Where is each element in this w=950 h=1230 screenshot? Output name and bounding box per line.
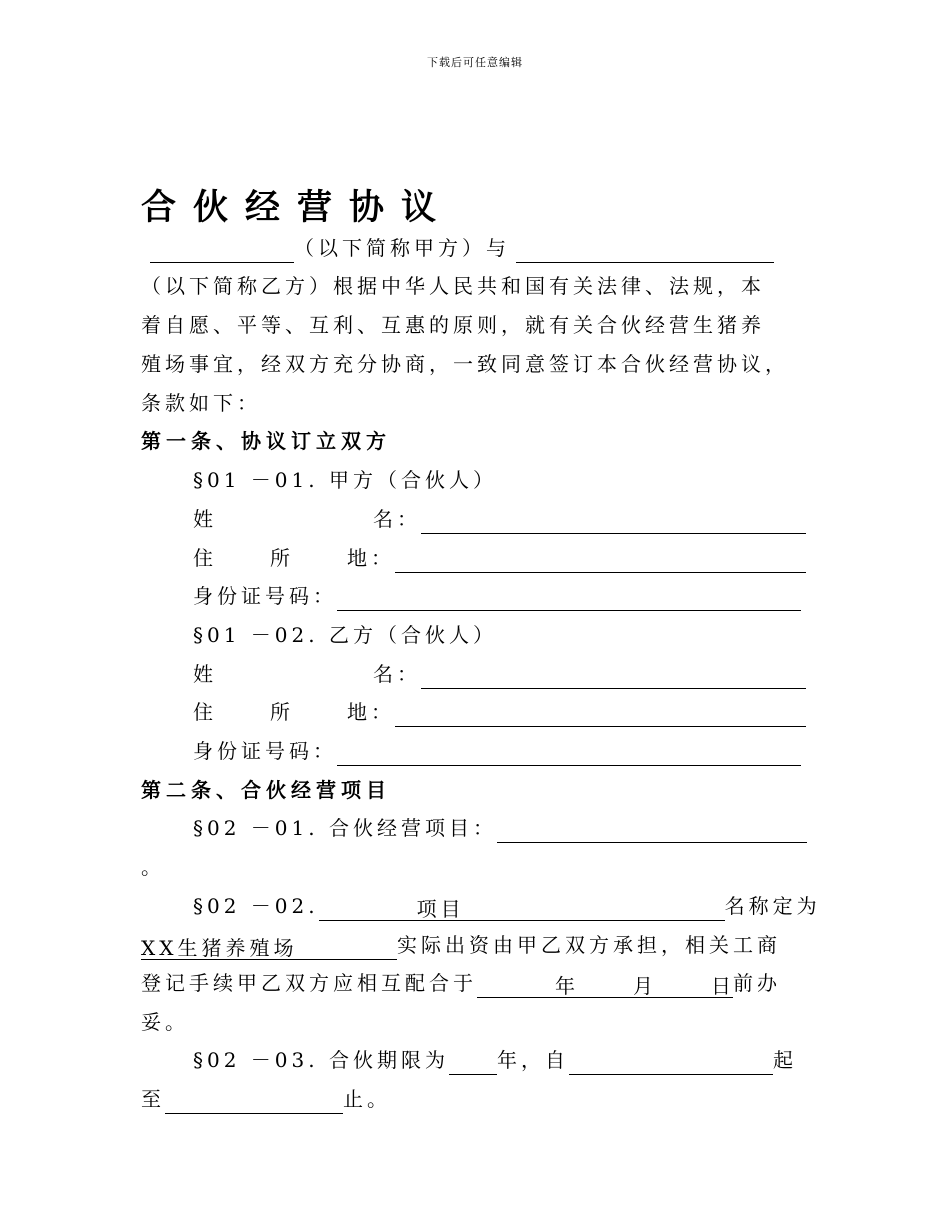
farm-name-text: XX生猪养殖场 bbox=[141, 936, 298, 960]
document-title: 合伙经营协议 bbox=[141, 188, 454, 228]
clause-01-01: §01 －01. 甲方（合伙人） bbox=[193, 468, 497, 492]
clause-02-03-label: §02 －03. 合伙期限为 bbox=[193, 1048, 449, 1072]
party-a-id-row bbox=[193, 581, 801, 611]
addr-label-char-1: 住 bbox=[193, 700, 217, 724]
party-a-name-field[interactable] bbox=[421, 509, 806, 534]
clause-02-03-line-2 bbox=[141, 1084, 391, 1114]
id-label: 身份证号码： bbox=[193, 584, 337, 608]
clause-02-02-line-3 bbox=[141, 968, 781, 998]
project-item-text: 项目 bbox=[416, 897, 465, 921]
party-b-name-row bbox=[193, 659, 806, 689]
intro-line-5: 条款如下： bbox=[141, 391, 261, 415]
farm-name-field[interactable] bbox=[141, 933, 397, 960]
intro-line-1 bbox=[150, 233, 774, 263]
project-name-field[interactable] bbox=[319, 894, 725, 921]
name-label-char-1: 姓 bbox=[193, 662, 217, 686]
clause-02-01-end: 。 bbox=[141, 855, 165, 879]
clause-02-02-label: §02 －02. bbox=[193, 894, 319, 918]
date-day-label: 日 bbox=[711, 974, 735, 998]
party-b-id-row bbox=[193, 736, 801, 766]
term-from-label: 起 bbox=[772, 1048, 797, 1072]
addr-label-char-2: 所 bbox=[270, 546, 294, 570]
intro-line-3: 着自愿、平等、互利、互惠的原则，就有关合伙经营生猪养 bbox=[141, 313, 765, 337]
clause-02-01 bbox=[193, 813, 807, 843]
name-label-char-1: 姓 bbox=[193, 507, 217, 531]
party-a-suffix: （以下简称甲方）与 bbox=[294, 236, 510, 260]
term-years-field[interactable] bbox=[449, 1050, 497, 1075]
term-to-label: 至 bbox=[141, 1087, 165, 1111]
party-a-address-field[interactable] bbox=[395, 548, 806, 573]
party-b-blank[interactable] bbox=[516, 238, 774, 263]
before-handle-text: 前办 bbox=[733, 971, 781, 995]
term-start-field[interactable] bbox=[569, 1050, 773, 1075]
date-month-label: 月 bbox=[633, 974, 657, 998]
clause-02-02-line-4: 妥。 bbox=[141, 1010, 189, 1034]
clause-01-02: §01 －02. 乙方（合伙人） bbox=[193, 623, 497, 647]
party-b-address-field[interactable] bbox=[395, 702, 806, 727]
article-2-heading: 第二条、合伙经营项目 bbox=[141, 778, 391, 802]
term-end-field[interactable] bbox=[165, 1089, 343, 1114]
party-a-name-row bbox=[193, 504, 806, 534]
addr-label-char-3: 地： bbox=[347, 700, 395, 724]
clause-02-02-line-2 bbox=[141, 930, 781, 960]
name-label-char-2: 名： bbox=[373, 662, 421, 686]
clause-02-03 bbox=[193, 1045, 797, 1075]
addr-label-char-1: 住 bbox=[193, 546, 217, 570]
clause-02-01-label: §02 －01. 合伙经营项目： bbox=[193, 816, 497, 840]
name-label-char-2: 名： bbox=[373, 507, 421, 531]
article-1-heading: 第一条、协议订立双方 bbox=[141, 429, 391, 453]
business-project-field[interactable] bbox=[497, 818, 807, 843]
name-defined-as: 名称定为 bbox=[724, 894, 821, 918]
header-note: 下载后可任意编辑 bbox=[427, 56, 523, 69]
party-b-address-row bbox=[193, 697, 806, 727]
intro-line-2: （以下简称乙方）根据中华人民共和国有关法律、法规，本 bbox=[141, 274, 765, 298]
party-a-blank[interactable] bbox=[150, 238, 294, 263]
deadline-date-field[interactable] bbox=[477, 971, 733, 998]
term-year-from: 年，自 bbox=[496, 1048, 569, 1072]
id-label: 身份证号码： bbox=[193, 739, 337, 763]
party-b-id-field[interactable] bbox=[337, 741, 801, 766]
registration-text: 登记手续甲乙双方应相互配合于 bbox=[141, 971, 477, 995]
party-a-id-field[interactable] bbox=[337, 586, 801, 611]
date-year-label: 年 bbox=[555, 974, 579, 998]
party-b-name-field[interactable] bbox=[421, 664, 806, 689]
capital-contribution-text: 实际出资由甲乙双方承担，相关工商 bbox=[397, 933, 781, 957]
term-end-label: 止。 bbox=[343, 1087, 391, 1111]
addr-label-char-2: 所 bbox=[270, 700, 294, 724]
intro-line-4: 殖场事宜，经双方充分协商，一致同意签订本合伙经营协议， bbox=[141, 352, 789, 376]
party-a-address-row bbox=[193, 543, 806, 573]
clause-02-02 bbox=[193, 891, 821, 921]
addr-label-char-3: 地： bbox=[347, 546, 395, 570]
